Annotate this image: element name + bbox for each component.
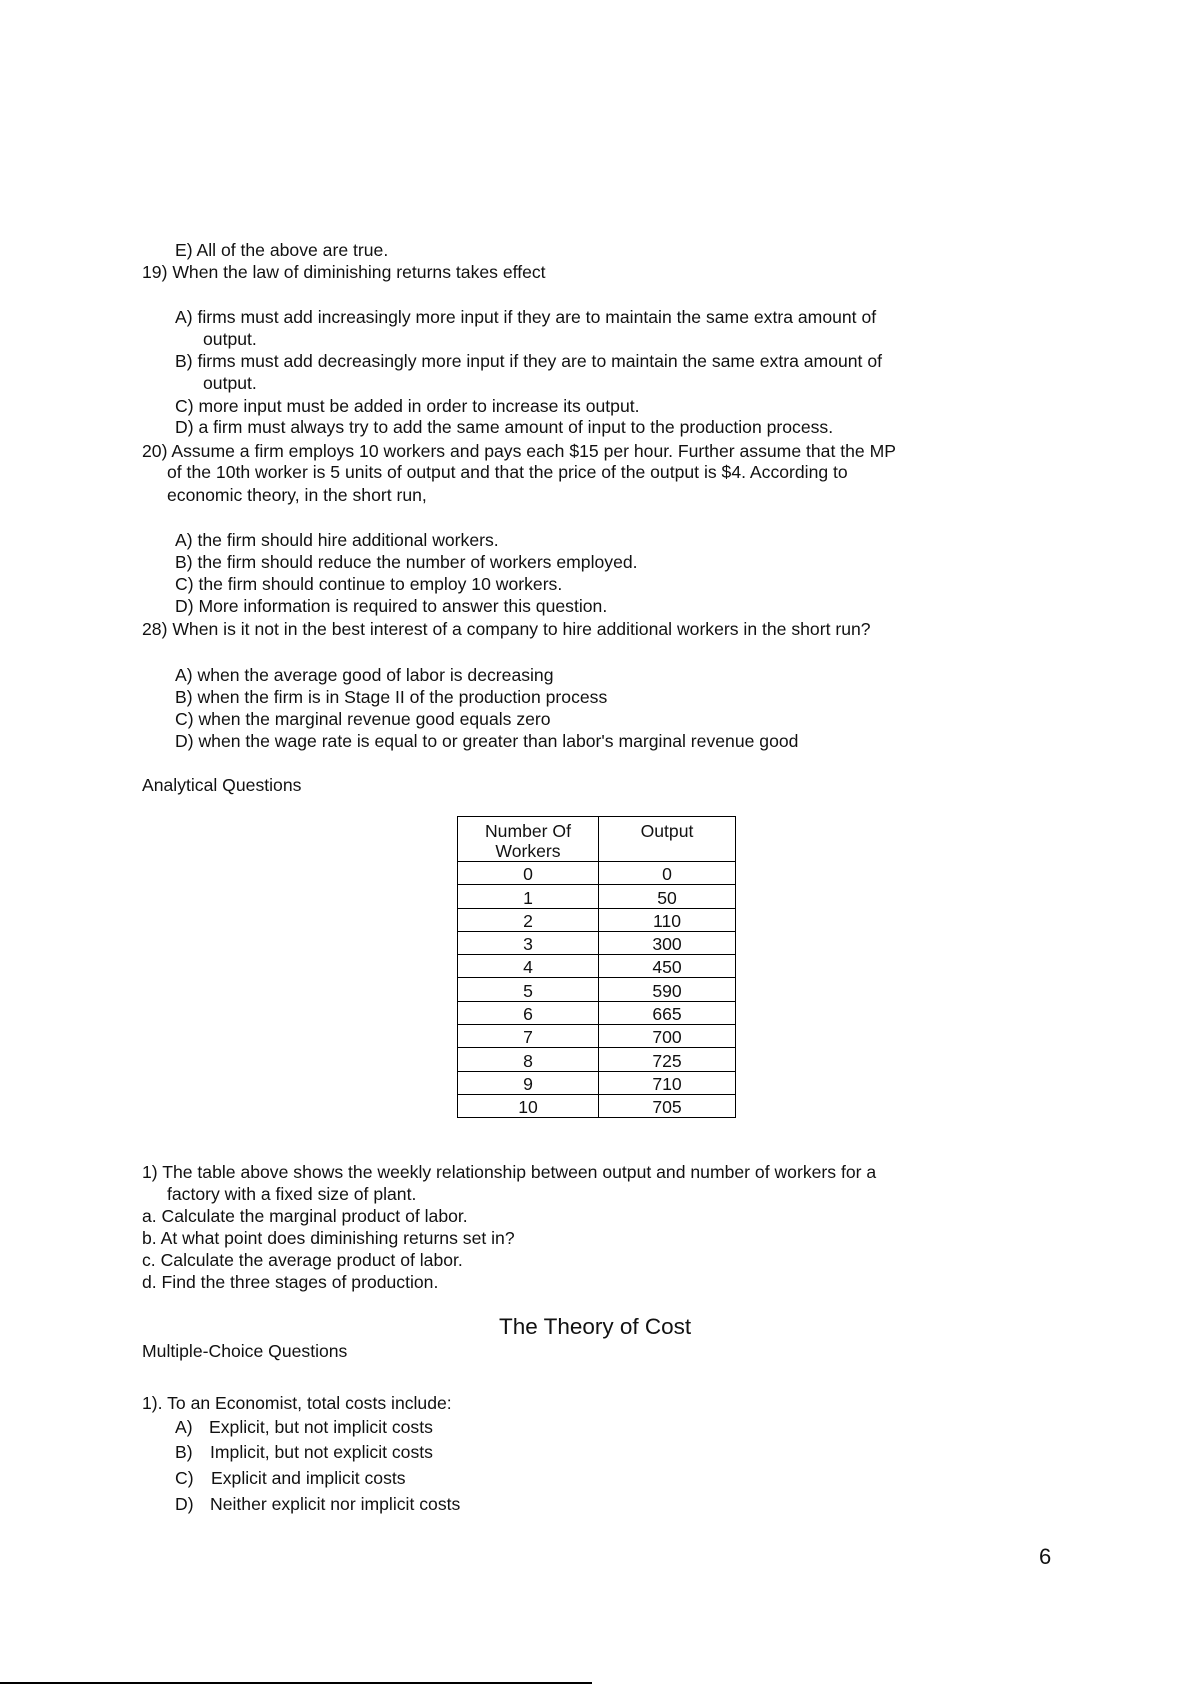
header-output: Output <box>599 817 736 862</box>
cost-q1-option-b-letter: B) <box>175 1442 193 1462</box>
page-bottom-rule <box>0 1682 592 1684</box>
q19-option-a: A) firms must add increasingly more input if they are to maintain the same extra amount of <box>175 307 877 327</box>
q19-option-b: B) firms must add decreasingly more input if they are to maintain the same extra amount of <box>175 351 883 371</box>
cost-q1-option-c: Explicit and implicit costs <box>211 1468 406 1488</box>
output-cell: 725 <box>599 1048 736 1071</box>
table-header-row <box>458 817 736 862</box>
cost-q1-option-b: Implicit, but not explicit costs <box>210 1442 433 1462</box>
table-row <box>458 955 736 978</box>
table-row <box>458 1025 736 1048</box>
output-cell: 50 <box>599 885 736 908</box>
output-cell: 705 <box>599 1094 736 1117</box>
table-row <box>458 1001 736 1024</box>
output-cell: 110 <box>599 908 736 931</box>
q20-stem-line1: 20) Assume a firm employs 10 workers and pays each $15 per hour. Further assume that the MP <box>142 441 896 461</box>
workers-cell: 4 <box>458 955 599 978</box>
table-row <box>458 1048 736 1071</box>
output-cell: 665 <box>599 1001 736 1024</box>
analytical-heading: Analytical Questions <box>142 775 302 795</box>
cost-q1-option-c-letter: C) <box>175 1468 194 1488</box>
q19-stem: 19) When the law of diminishing returns takes effect <box>142 262 546 282</box>
q20-option-d: D) More information is required to answer this question. <box>175 596 608 616</box>
header-line1: Number Of <box>484 821 572 841</box>
output-cell: 700 <box>599 1025 736 1048</box>
output-cell: 450 <box>599 955 736 978</box>
mc-subheading: Multiple-Choice Questions <box>142 1341 348 1361</box>
q28-option-c: C) when the marginal revenue good equals zero <box>175 709 551 729</box>
q20-stem-line2: of the 10th worker is 5 units of output and that the price of the output is $4. According to <box>167 462 848 482</box>
table-row <box>458 908 736 931</box>
workers-cell: 9 <box>458 1071 599 1094</box>
table-row <box>458 931 736 954</box>
option-e: E) All of the above are true. <box>175 240 389 260</box>
table-row <box>458 978 736 1001</box>
output-cell: 590 <box>599 978 736 1001</box>
q20-option-b: B) the firm should reduce the number of workers employed. <box>175 552 638 572</box>
table-row <box>458 862 736 885</box>
header-number-of-workers <box>458 817 599 862</box>
workers-cell: 3 <box>458 931 599 954</box>
q20-option-c: C) the firm should continue to employ 10 workers. <box>175 574 563 594</box>
cost-q1-option-a: Explicit, but not implicit costs <box>209 1417 433 1437</box>
analytical-q1-stem: 1) The table above shows the weekly relationship between output and number of workers for a <box>142 1162 877 1182</box>
workers-cell: 6 <box>458 1001 599 1024</box>
output-cell: 300 <box>599 931 736 954</box>
q20-option-a: A) the firm should hire additional workers. <box>175 530 499 550</box>
table-row <box>458 1071 736 1094</box>
workers-output-table <box>457 816 736 1118</box>
analytical-q1-part-a: a. Calculate the marginal product of labor. <box>142 1206 468 1226</box>
q19-option-c: C) more input must be added in order to increase its output. <box>175 396 640 416</box>
q28-option-d: D) when the wage rate is equal to or greater than labor's marginal revenue good <box>175 731 799 751</box>
q20-stem-line3: economic theory, in the short run, <box>167 485 427 505</box>
workers-cell: 2 <box>458 908 599 931</box>
section-title: The Theory of Cost <box>499 1314 692 1339</box>
header-line2: Workers <box>495 841 561 861</box>
cost-q1-option-d: Neither explicit nor implicit costs <box>210 1494 461 1514</box>
table-row <box>458 885 736 908</box>
workers-cell: 0 <box>458 862 599 885</box>
analytical-q1-part-c: c. Calculate the average product of labor. <box>142 1250 463 1270</box>
workers-cell: 8 <box>458 1048 599 1071</box>
analytical-q1-part-b: b. At what point does diminishing returns set in? <box>142 1228 515 1248</box>
q28-option-a: A) when the average good of labor is decreasing <box>175 665 554 685</box>
analytical-q1-stem-cont: factory with a fixed size of plant. <box>167 1184 417 1204</box>
cost-q1-option-a-letter: A) <box>175 1417 193 1437</box>
q28-option-b: B) when the firm is in Stage II of the production process <box>175 687 608 707</box>
cost-q1-stem: 1). To an Economist, total costs include: <box>142 1393 452 1413</box>
workers-cell: 1 <box>458 885 599 908</box>
output-cell: 710 <box>599 1071 736 1094</box>
output-cell: 0 <box>599 862 736 885</box>
table-row <box>458 1094 736 1117</box>
analytical-q1-part-d: d. Find the three stages of production. <box>142 1272 439 1292</box>
workers-cell: 7 <box>458 1025 599 1048</box>
workers-cell: 5 <box>458 978 599 1001</box>
workers-cell: 10 <box>458 1094 599 1117</box>
page-number: 6 <box>1039 1544 1052 1569</box>
q19-option-a-cont: output. <box>203 329 257 349</box>
q19-option-d: D) a firm must always try to add the same amount of input to the production process. <box>175 417 834 437</box>
q19-option-b-cont: output. <box>203 373 257 393</box>
q28-stem: 28) When is it not in the best interest of a company to hire additional workers in the short run? <box>142 619 871 639</box>
cost-q1-option-d-letter: D) <box>175 1494 194 1514</box>
